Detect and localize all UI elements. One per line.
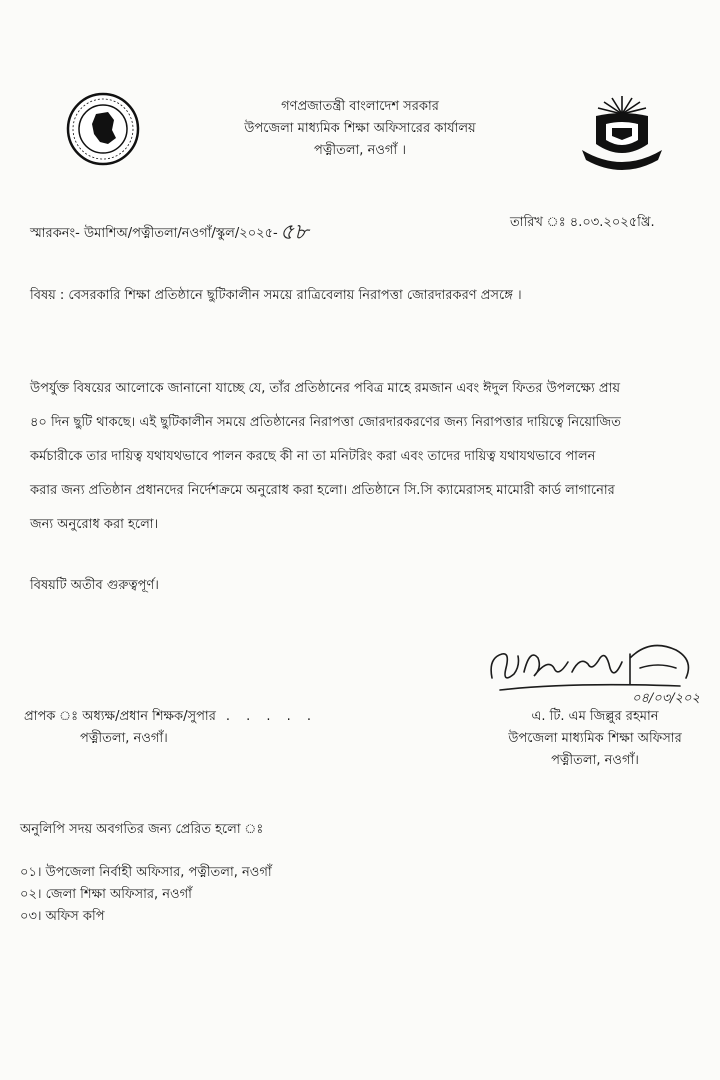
memo-prefix: স্মারকনং- উমাশিঅ/পত্নীতলা/নওগাঁ/স্কুল/২০২৫- xyxy=(30,226,278,241)
handwritten-signature xyxy=(480,628,712,708)
letter-date: তারিখ ঃ ৪.০৩.২০২৫খ্রি. xyxy=(510,215,655,230)
sender-designation: উপজেলা মাধ্যমিক শিক্ষা অফিসার xyxy=(508,731,682,746)
education-directorate-logo xyxy=(576,92,668,174)
government-seal-logo xyxy=(66,92,140,166)
sender-location: পত্নীতলা, নওগাঁ। xyxy=(551,753,639,768)
sender-name: এ. টি. এম জিল্লুর রহমান xyxy=(531,709,659,724)
letterhead xyxy=(200,96,520,162)
memo-number xyxy=(30,213,308,250)
subject-line: বিষয় : বেসরকারি শিক্ষা প্রতিষ্ঠানে ছুটিকালীন সময়ে রাত্রিবেলায় নিরাপত্তা জোরদারকরণ প্রসঙ্গে । xyxy=(30,288,522,303)
copy-heading: অনুলিপি সদয় অবগতির জন্য প্রেরিত হলো ঃ xyxy=(20,822,264,837)
sender-block xyxy=(480,706,710,772)
copy-list-item: ০৩। অফিস কপি xyxy=(20,909,105,924)
copy-list xyxy=(20,862,272,928)
government-name: গণপ্রজাতন্ত্রী বাংলাদেশ সরকার xyxy=(281,99,439,114)
signature-date: ০৪/০৩/২০২ xyxy=(632,691,700,706)
recipient-block xyxy=(24,706,317,750)
office-location: পত্নীতলা, নওগাঁ । xyxy=(314,143,406,158)
handwritten-memo-number: ৫৮ xyxy=(279,220,309,245)
office-name: উপজেলা মাধ্যমিক শিক্ষা অফিসারের কার্যালয় xyxy=(244,121,476,136)
recipient-dots: . . . . . xyxy=(225,709,318,724)
body-line: উপর্যুক্ত বিষয়ের আলোকে জানানো যাচ্ছে যে, তাঁর প্রতিষ্ঠানের পবিত্র মাহে রমজান এবং ঈদুল ফিতর উপলক্ষ্যে প্রায় xyxy=(30,381,621,396)
recipient-location: পত্নীতলা, নওগাঁ। xyxy=(80,731,168,746)
copy-list-item: ০১। উপজেলা নির্বাহী অফিসার, পত্নীতলা, নওগাঁ xyxy=(20,865,272,880)
body-line: জন্য অনুরোধ করা হলো। xyxy=(30,517,159,532)
recipient-title: প্রাপক ঃ অধ্যক্ষ/প্রধান শিক্ষক/সুপার xyxy=(24,709,216,724)
body-line: ৪০ দিন ছুটি থাকছে। এই ছুটিকালীন সময়ে প্রতিষ্ঠানের নিরাপত্তা জোরদারকরণের জন্য নিরাপত্তার দায়িত্বে নিয়োজিত xyxy=(30,415,621,430)
important-note: বিষয়টি অতীব গুরুত্বপূর্ণ। xyxy=(30,578,159,593)
letter-body xyxy=(30,372,702,542)
body-line: কর্মচারীকে তার দায়িত্ব যথাযথভাবে পালন করছে কী না তা মনিটরিং করা এবং তাদের দায়িত্ব যথাযথভাবে পালন xyxy=(30,449,596,464)
body-line: করার জন্য প্রতিষ্ঠান প্রধানদের নির্দেশক্রমে অনুরোধ করা হলো। প্রতিষ্ঠানে সি.সি ক্যামেরাসহ মামোরী কার্ড লাগানোর xyxy=(30,483,615,498)
copy-list-item: ০২। জেলা শিক্ষা অফিসার, নওগাঁ xyxy=(20,887,192,902)
